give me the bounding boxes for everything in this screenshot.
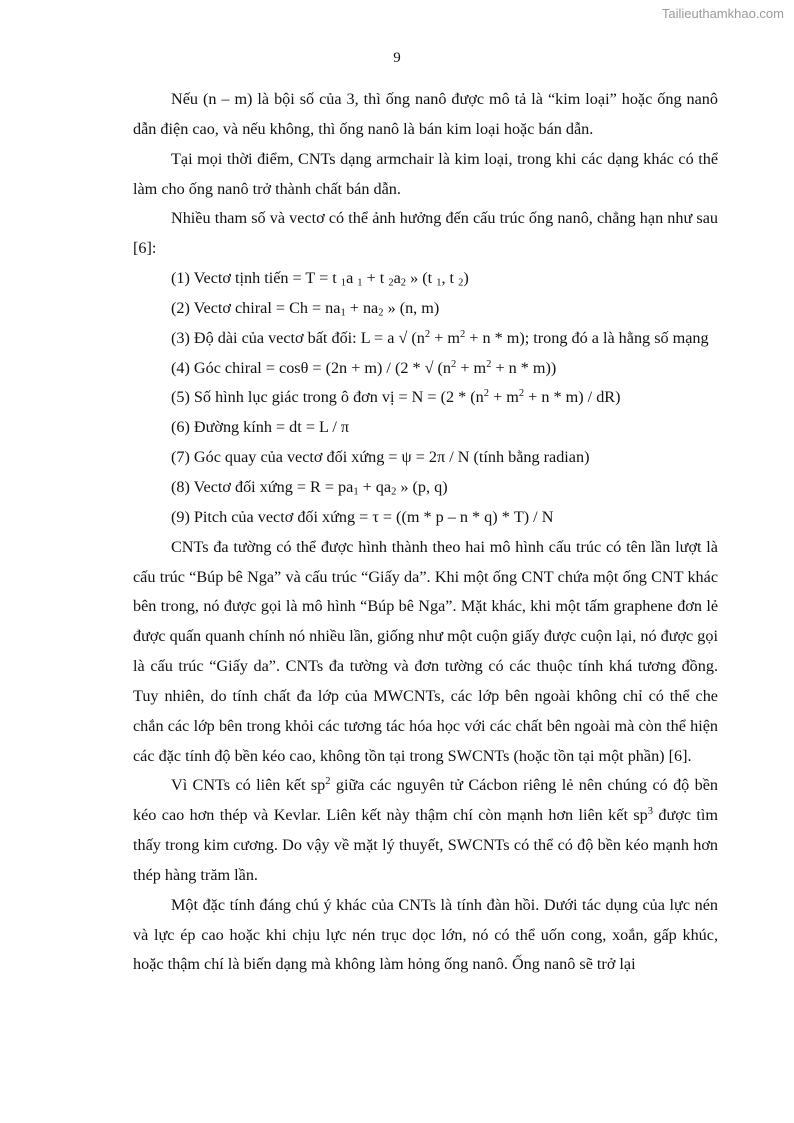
paragraph-6: Một đặc tính đáng chú ý khác của CNTs là tính đàn hồi. Dưới tác dụng của lực nén và lực ép cao hoặc khi chịu lực nén trục dọc lớn, nó có thể uốn cong, xoắn, gấp khúc, hoặc thậm chí là biến dạng mà không làm hỏng ống nanô. Ống nanô sẽ trở lại	[133, 895, 718, 974]
list-item-6: (6) Đường kính = dt = L / π	[171, 418, 350, 437]
page-body	[133, 85, 718, 980]
list-item-5: (5) Số hình lục giác trong ô đơn vị = $N = (2 * (n^2 + m^2 + n * m) / dR)$	[171, 388, 621, 407]
paragraph-1: Nếu (n – m) là bội số của 3, thì ống nanô được mô tả là “kim loại” hoặc ống nanô dẫn điện cao, và nếu không, thì ống nanô là bán kim loại hoặc bán dẫn.	[133, 90, 718, 138]
paragraph-4: CNTs đa tường có thể được hình thành theo hai mô hình cấu trúc có tên lần lượt là cấu trúc “Búp bê Nga” và cấu trúc “Giấy da”. Khi một ống CNT chứa một ống CNT khác bên trong, nó được gọi là mô hình “Búp bê Nga”. Mặt khác, khi một tấm graphene đơn lẻ được quấn quanh chính nó nhiều lần, giống như một cuộn giấy được cuộn lại, nó được gọi là cấu trúc “Giấy da”. CNTs đa tường và đơn tường có các thuộc tính khá tương đồng. Tuy nhiên, do tính chất đa lớp của MWCNTs, các lớp bên ngoài không chỉ có thể che chắn các lớp bên trong khỏi các tương tác hóa học với các chất bên ngoài mà còn thể hiện các đặc tính độ bền kéo cao, không tồn tại trong SWCNTs (hoặc tồn tại một phần) [6].	[133, 537, 718, 765]
list-item-3: (3) Độ dài của vectơ bất đối: L = a √ $(n^2 + m^2 + n * m)$; trong đó a là hằng số mạng	[171, 328, 709, 347]
list-item-9: (9) Pitch của vectơ đối xứng = τ = ((m * p – n * q) * T) / N	[171, 507, 554, 526]
list-item-1: (1) Vectơ tịnh tiến = T = t $_1$a $_1$ + t $_2a_2$ » (t $_1$, t $_2$)	[171, 269, 469, 289]
paragraph-3: Nhiều tham số và vectơ có thể ảnh hưởng đến cấu trúc ống nanô, chẳng hạn như sau [6]:	[133, 209, 718, 258]
list-item-4: (4) Góc chiral = cosθ = (2n + m) / (2 * √ $(n^2 + m^2 + n * m)$)	[171, 358, 557, 377]
page-number: 9	[393, 50, 401, 66]
paragraph-5: Vì CNTs có liên kết $sp^2$ giữa các nguyên tử Cácbon riêng lẻ nên chúng có độ bền kéo cao hơn thép và Kevlar. Liên kết này thậm chí còn mạnh hơn liên kết $sp^3$ được tìm thấy trong kim cương. Do vậy về mặt lý thuyết, SWCNTs có thể có độ bền kéo mạnh hơn thép hàng trăm lần.	[133, 776, 718, 884]
watermark: Tailieuthamkhao.com	[661, 6, 784, 21]
list-item-8: (8) Vectơ đối xứng = $R = pa_1 + qa_2$ » (p, q)	[171, 477, 448, 498]
paragraph-2: Tại mọi thời điểm, CNTs dạng armchair là kim loại, trong khi các dạng khác có thể làm cho ống nanô trở thành chất bán dẫn.	[133, 149, 718, 198]
list-item-7: (7) Góc quay của vectơ đối xứng = ψ = 2π / N (tính bằng radian)	[171, 448, 590, 467]
list-item-2: (2) Vectơ chiral = $Ch = na_1 + na_2$ » (n, m)	[171, 298, 440, 319]
